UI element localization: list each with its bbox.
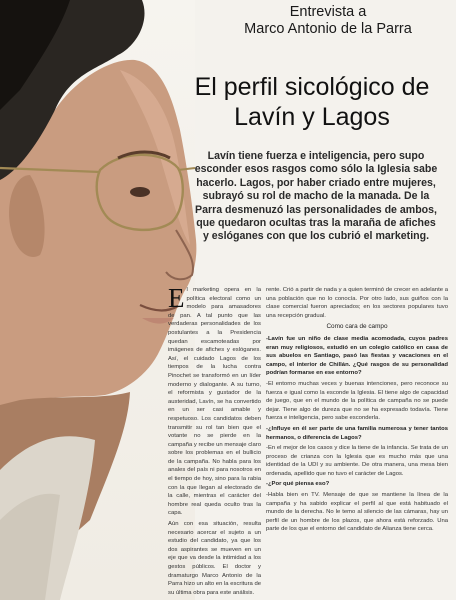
answer-1: -El entorno muchas veces y buenas intenciones, pero reconoce su fuerza e igual como la esconde la Iglesia. El tiene algo de capacidad de juego, que en el mundo de la política de campaña no se puede dejar. Tiene algo de dureza que no se ha expresado todavía. Tiene fuerza e inteligencia, pero sabe esconderla. — [266, 380, 448, 422]
answer-2: -En el mejor de los casos y dice la tiene de la infancia. Se trata de un proceso de crianza con la Iglesia que es mucho más que una identidad de la UDI y su ambiente. De otra manera, una mesa bien ordenada, apellido que no tuvo el carácter de Lagos. — [266, 445, 448, 477]
title-line-2: Lavín y Lagos — [234, 103, 390, 131]
article-lead: Lavín tiene fuerza e inteligencia, pero supo esconder esos rasgos como sólo la Iglesia sabe hacerlo. Lagos, por haber criado entre mujeres, subrayó su rol de macho de la manada. De la Parra desmenuzó las personalidades de ambos, que quedaron ocultas tras la maraña de afiches y eslóganes con que los cubrió el marketing. — [194, 150, 438, 243]
drop-cap: E — [168, 283, 185, 313]
question-2: -¿Influye en él ser parte de una familia numerosa y tener tantos hermanos, o diferencia de Lagos? — [266, 425, 448, 441]
portrait-photo — [0, 0, 195, 600]
question-3: -¿Por qué piensa eso? — [266, 481, 330, 488]
intro-paragraph-2: Aún con esa situación, resulta necesario acercar el sujeto a un estudio del candidato, ya que los dos aspirantes se mueven en un eje que va desde la intimidad a los gestos públicos. El doctor y dramaturgo Marco Antonio de la Parra hizo un alto en la escritura de su última obra para este análisis. — [168, 521, 261, 596]
article-column-2 — [266, 286, 448, 586]
article-title — [168, 72, 456, 132]
answer-3: -Habla bien en TV. Mensaje de que se mantiene la línea de la campaña y ha sabido explicar el perfil al que está habituado el mundo de la derecha. No le temo al silencio de las cámaras, hay un perfil de un hombre de los plazos, que ahora está reforzado. Una parte de los que el entorno del candidato de Alianza tiene cerca. — [266, 492, 448, 533]
title-line-1: El perfil sicológico de — [194, 73, 430, 101]
question-1: -Lavín fue un niño de clase media acomodada, cuyos padres eran muy religiosos, estudió en un colegio católico en casa de sus abuelos en Santiago, pasó las fiestas y vacaciones en el campo, el interior de Chillán. ¿Qué rasgos de su personalidad podrían formarse en ese entorno? — [266, 335, 448, 377]
intro-paragraph — [168, 283, 261, 518]
kicker-line-1: Entrevista a — [289, 4, 367, 20]
interview-kicker — [208, 4, 448, 38]
article-column-1 — [168, 283, 261, 596]
kicker-line-2: Marco Antonio de la Parra — [244, 21, 412, 37]
section-subhead: Como cara de campo — [326, 323, 388, 331]
column-2-intro: rente. Crió a partir de nada y a quien terminó de crecer en adelante a una población que no lo conocía. Por otro lado, sus guiños con la clase comercial fueron apreciados; en los sectores populares tuvo una recepción gradual. — [266, 287, 448, 319]
intro-text: l marketing opera en la política electoral como un modelo para amasadores de pan. A tal punto que las verdaderas personalidades de los postulantes a la Presidencia quedan escamoteadas por imágenes de afiches y eslóganes. Así, el cuidado Lagos de los tiempos de la lucha contra Pinochet se transformó en un líder moderno y dialogante. A su turno, el reformista y gustador de la austeridad, Lavín, se ha convertido en un ser casi amable y respetuoso. Los candidatos deben transmitir su rol tan bien que el votante no se pierde en la campaña y recibe un mensaje claro sobre los problemas en el bullicio de la campaña. No habla para los anales del país ni para nosotros en el tiempo de hoy, sino para la rabia con la que llegan al electorado de la calle, mientras el carácter del hombre real queda oculto tras la capa. — [168, 287, 261, 517]
